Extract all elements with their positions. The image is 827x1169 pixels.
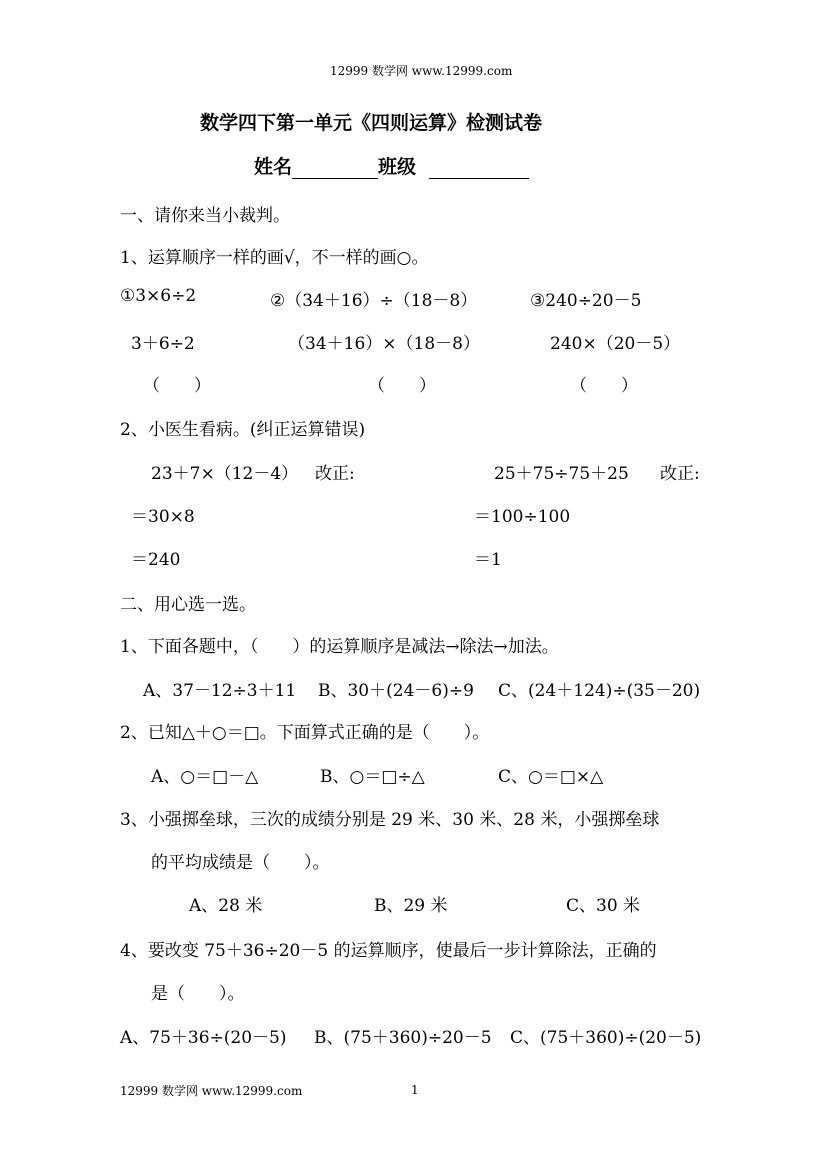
s2-q3-option-a[interactable]: A、28 米 (189, 896, 263, 916)
name-label: 姓名 (254, 156, 293, 178)
s2-q4-option-c[interactable]: C、(75＋360)÷(20－5) (510, 1028, 702, 1048)
s2-q2-option-a[interactable]: A、○＝□－△ (151, 767, 259, 787)
s2-q1-option-c[interactable]: C、(24＋124)÷(35－20) (498, 681, 701, 701)
s2-q3-option-c[interactable]: C、30 米 (566, 896, 641, 916)
s1-q2-left-step1: ＝30×8 (131, 507, 195, 527)
answer-paren-2[interactable]: （ ） (368, 376, 436, 396)
s2-q4-prompt-line1: 4、要改变 75＋36÷20－5 的运算顺序，使最后一步计算除法，正确的 (120, 941, 657, 961)
s1-q1-expr-1a: ①3×6÷2 (120, 286, 197, 306)
class-label: 班级 (378, 156, 417, 178)
s2-q1-prompt: 1、下面各题中，（ ）的运算顺序是减法→除法→加法。 (120, 637, 559, 657)
s1-q1-expr-1b: 3＋6÷2 (131, 334, 195, 354)
s2-q4-option-a[interactable]: A、75＋36÷(20－5) (120, 1028, 287, 1048)
s2-q3-prompt-line2: 的平均成绩是（ ）。 (151, 853, 330, 873)
page-number: 1 (411, 1083, 419, 1097)
answer-paren-1[interactable]: （ ） (143, 376, 211, 396)
s1-q2-prompt: 2、小医生看病。(纠正运算错误) (120, 420, 366, 440)
page-header: 12999 数学网 www.12999.com (330, 64, 513, 78)
s2-q3-option-b[interactable]: B、29 米 (374, 896, 448, 916)
page-title: 数学四下第一单元《四则运算》检测试卷 (200, 112, 543, 134)
s1-q2-right-step2: ＝1 (474, 550, 502, 570)
s2-q1-option-b[interactable]: B、30＋(24－6)÷9 (318, 681, 474, 701)
s2-q2-option-b[interactable]: B、○＝□÷△ (320, 767, 425, 787)
s2-q2-prompt: 2、已知△＋○＝□。下面算式正确的是（ ）。 (120, 723, 490, 743)
s1-q1-expr-2a: ②（34＋16）÷（18－8） (270, 291, 478, 311)
page-footer: 12999 数学网 www.12999.com (120, 1084, 303, 1098)
s2-q3-prompt-line1: 3、小强掷垒球，三次的成绩分别是 29 米、30 米、28 米，小强掷垒球 (120, 810, 660, 830)
s1-q1-expr-3b: 240×（20－5） (550, 334, 681, 354)
s2-q4-prompt-line2: 是（ ）。 (151, 984, 245, 1004)
s1-q2-left-fix: 改正: (315, 464, 355, 484)
class-blank[interactable] (429, 160, 529, 179)
s1-q2-right-expr: 25＋75÷75＋25 (494, 464, 629, 484)
s2-q1-option-a[interactable]: A、37－12÷3＋11 (143, 681, 297, 701)
answer-paren-3[interactable]: （ ） (570, 376, 638, 396)
section1-heading: 一、请你来当小裁判。 (120, 206, 290, 226)
s1-q2-right-step1: ＝100÷100 (474, 507, 571, 527)
section2-heading: 二、用心选一选。 (120, 595, 256, 615)
s2-q4-option-b[interactable]: B、(75＋360)÷20－5 (314, 1028, 492, 1048)
s1-q1-expr-3a: ③240÷20－5 (530, 291, 642, 311)
s1-q1-expr-2b: （34＋16）×（18－8） (288, 334, 480, 354)
s1-q2-left-expr: 23＋7×（12－4） (151, 464, 299, 484)
name-blank[interactable] (292, 160, 378, 179)
s2-q2-option-c[interactable]: C、○＝□×△ (498, 767, 604, 787)
name-class-line (254, 152, 529, 179)
s1-q1-prompt: 1、运算顺序一样的画√，不一样的画○。 (120, 248, 429, 268)
s1-q2-left-step2: ＝240 (131, 550, 181, 570)
s1-q2-right-fix: 改正: (660, 464, 700, 484)
